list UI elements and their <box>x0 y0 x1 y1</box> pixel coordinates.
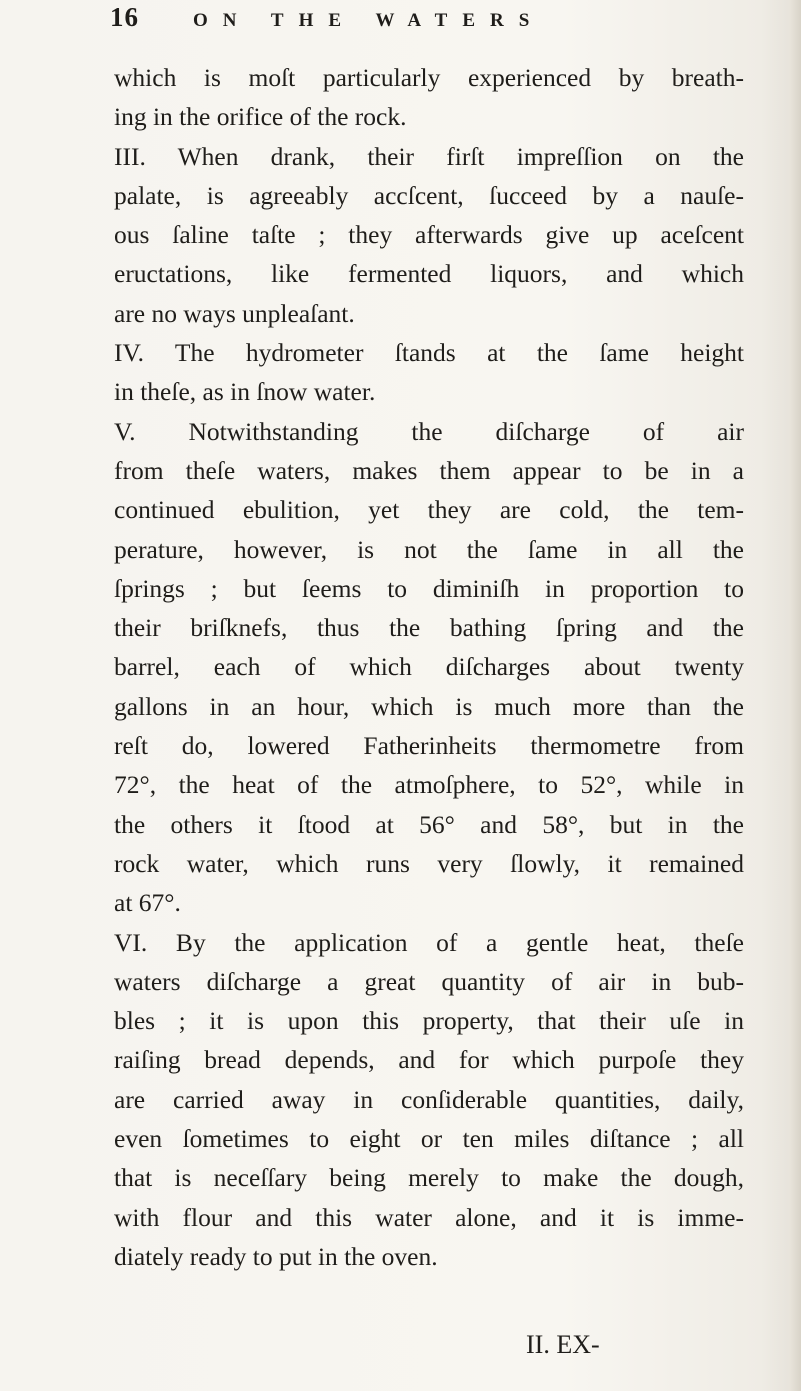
catchword: II. EX- <box>526 1330 600 1359</box>
body-text <box>114 58 744 1276</box>
running-title: ON THE WATERS <box>193 10 545 31</box>
text-line: 72°, the heat of the atmoſphere, to 52°, while in <box>114 770 744 800</box>
text-line: are no ways unpleaſant. <box>114 298 355 328</box>
text-line: IV. The hydrometer ſtands at the ſame height <box>114 338 744 368</box>
text-line: gallons in an hour, which is much more than the <box>114 691 744 721</box>
text-line: perature, however, is not the ſame in all the <box>114 534 744 564</box>
text-line: continued ebulition, yet they are cold, the tem- <box>114 495 744 525</box>
text-line: which is moſt particularly experienced by breath- <box>114 63 744 92</box>
text-line: raiſing bread depends, and for which purpoſe they <box>114 1045 744 1075</box>
text-line: ſprings ; but ſeems to diminiſh in proportion to <box>114 573 744 603</box>
running-head <box>110 0 544 34</box>
text-line: bles ; it is upon this property, that their uſe in <box>114 1006 744 1036</box>
text-line: from theſe waters, makes them appear to be in a <box>114 455 744 485</box>
text-line: III. When drank, their firſt impreſſion on the <box>114 141 744 171</box>
page-number: 16 <box>110 2 139 32</box>
text-line: rock water, which runs very ſlowly, it remained <box>114 848 744 878</box>
text-line: eructations, like fermented liquors, and which <box>114 259 744 289</box>
page-edge-shadow <box>789 0 801 1391</box>
text-line: their briſknefs, thus the bathing ſpring and the <box>114 613 744 643</box>
text-line: that is neceſſary being merely to make the dough, <box>114 1163 744 1193</box>
text-line: the others it ſtood at 56° and 58°, but in the <box>114 809 744 839</box>
text-line: waters diſcharge a great quantity of air in bub- <box>114 966 744 996</box>
text-line: ing in the orifice of the rock. <box>114 102 407 132</box>
text-line: in theſe, as in ſnow water. <box>114 377 376 407</box>
text-line: V. Notwithstanding the diſcharge of air <box>114 416 744 446</box>
text-line: VI. By the application of a gentle heat, theſe <box>114 927 744 957</box>
text-line: with flour and this water alone, and it is imme- <box>114 1202 744 1232</box>
text-line: are carried away in conſiderable quantities, daily, <box>114 1084 744 1114</box>
text-line: reſt do, lowered Fatherinheits thermometre from <box>114 731 744 761</box>
text-line: ous ſaline taſte ; they afterwards give up aceſcent <box>114 220 744 250</box>
text-line: barrel, each of which diſcharges about twenty <box>114 652 744 682</box>
text-line: at 67°. <box>114 888 181 918</box>
text-line: even ſometimes to eight or ten miles diſtance ; all <box>114 1124 744 1154</box>
text-line: palate, is agreeably accſcent, ſucceed by a nauſe- <box>114 180 744 210</box>
text-line: diately ready to put in the oven. <box>114 1241 438 1271</box>
